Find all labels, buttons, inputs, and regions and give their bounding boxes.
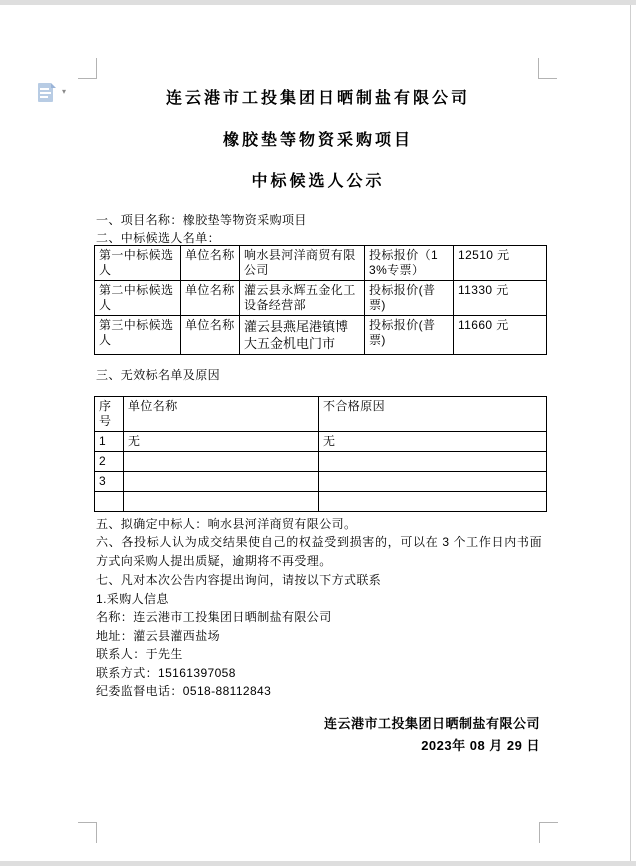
supervision-phone: 纪委监督电话：0518-88112843	[96, 684, 272, 698]
candidates-table	[94, 245, 547, 355]
window-bottom-gap	[0, 861, 636, 866]
table-header-row	[95, 397, 547, 432]
cell-price: 12510 元	[454, 246, 547, 281]
document-page	[0, 5, 631, 861]
cell-unit-label: 单位名称	[181, 316, 240, 355]
cell-rank: 第一中标候选人	[95, 246, 181, 281]
contact-phone: 联系方式：15161397058	[96, 666, 236, 680]
section-candidate-list-heading: 二、中标候选人名单：	[96, 231, 221, 245]
invalid-bids-table	[94, 396, 547, 512]
cell-price-label: 投标报价(普票)	[365, 316, 454, 355]
section-contact-heading: 七、凡对本次公告内容提出询问，请按以下方式联系	[96, 573, 382, 587]
cell-unit	[124, 472, 319, 492]
page-fold-icon	[51, 83, 56, 88]
icon-line	[40, 88, 49, 90]
section-project-name: 一、项目名称：橡胶垫等物资采购项目	[96, 213, 307, 227]
header-seq: 序号	[95, 397, 124, 432]
cell-reason: 无	[319, 432, 547, 452]
contact-address: 地址：灌云县灌西盐场	[96, 629, 221, 643]
cell-price-label: 投标报价(普票)	[365, 281, 454, 316]
doc-title-company: 连云港市工投集团日晒制盐有限公司	[165, 90, 470, 107]
header-reason: 不合格原因	[319, 397, 547, 432]
cell-unit	[124, 452, 319, 472]
cell-seq: 1	[95, 432, 124, 452]
cell-unit: 无	[124, 432, 319, 452]
cell-company: 灌云县燕尾港镇博大五金机电门市	[240, 316, 365, 355]
cell-price: 11330 元	[454, 281, 547, 316]
section-objection-notice: 六、各投标人认为成交结果使自己的权益受到损害的，可以在 3 个工作日内书面方式向采购人提出质疑，逾期将不再受理。	[96, 535, 542, 568]
doc-title-project: 橡胶垫等物资采购项目	[222, 132, 413, 149]
cell-price-label: 投标报价（13%专票）	[365, 246, 454, 281]
cell-unit	[124, 492, 319, 512]
table-row	[95, 492, 547, 512]
text-boundary-mark-bottom-right	[539, 822, 558, 843]
icon-line	[40, 92, 51, 94]
dropdown-arrow-icon[interactable]: ▾	[62, 87, 67, 96]
contact-name: 名称：连云港市工投集团日晒制盐有限公司	[96, 610, 332, 624]
cell-seq	[95, 492, 124, 512]
doc-title-announcement: 中标候选人公示	[251, 173, 385, 190]
text-boundary-mark-bottom-left	[78, 822, 97, 843]
paste-options-button[interactable]	[36, 81, 76, 105]
cell-reason	[319, 492, 547, 512]
icon-line	[40, 96, 48, 98]
signature-company: 连云港市工投集团日晒制盐有限公司	[323, 716, 540, 731]
table-row	[95, 472, 547, 492]
text-boundary-mark-top-right	[538, 58, 557, 79]
table-row	[95, 246, 547, 281]
cell-seq: 3	[95, 472, 124, 492]
header-unit: 单位名称	[124, 397, 319, 432]
cell-rank: 第三中标候选人	[95, 316, 181, 355]
purchaser-info-heading: 1.采购人信息	[96, 592, 169, 606]
cell-reason	[319, 452, 547, 472]
cell-unit-label: 单位名称	[181, 281, 240, 316]
signature-date: 2023年 08 月 29 日	[421, 738, 540, 753]
cell-seq: 2	[95, 452, 124, 472]
table-row	[95, 281, 547, 316]
contact-person: 联系人：于先生	[96, 647, 183, 661]
table-row	[95, 432, 547, 452]
cell-rank: 第二中标候选人	[95, 281, 181, 316]
table-row	[95, 452, 547, 472]
table-row	[95, 316, 547, 355]
section-invalid-bids-heading: 三、无效标名单及原因	[96, 368, 221, 382]
cell-price: 11660 元	[454, 316, 547, 355]
section-winner: 五、拟确定中标人：响水县河洋商贸有限公司。	[96, 517, 357, 531]
text-boundary-mark-top-left	[78, 58, 97, 79]
cell-reason	[319, 472, 547, 492]
cell-company: 灌云县永辉五金化工设备经营部	[240, 281, 365, 316]
paste-options-icon	[38, 83, 53, 102]
cell-company: 响水县河洋商贸有限公司	[240, 246, 365, 281]
cell-unit-label: 单位名称	[181, 246, 240, 281]
